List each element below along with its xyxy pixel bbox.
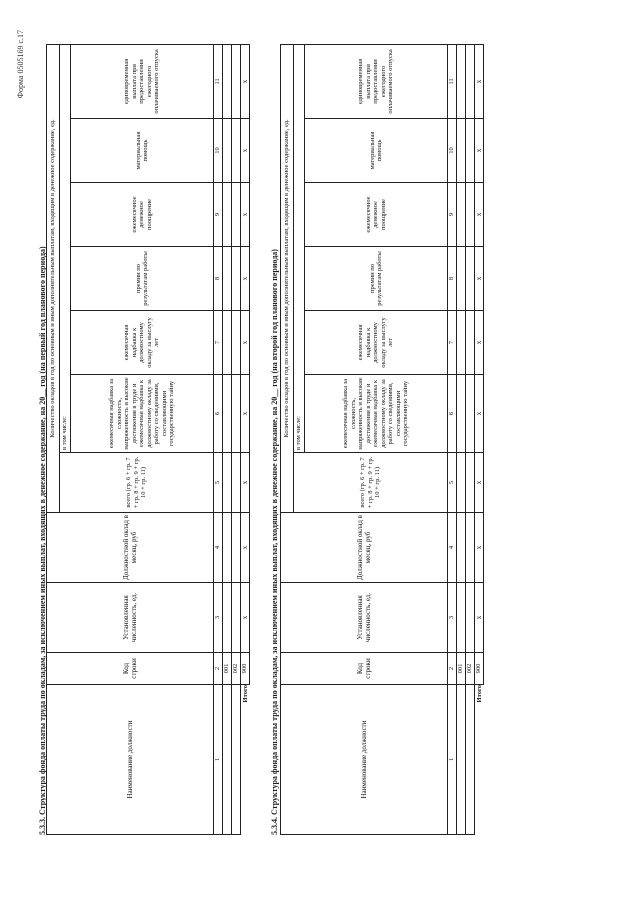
col-group-header: Количество окладов в год по основным и иным дополнительным выплатам, входящим в денежное содержание, ед. <box>47 44 60 512</box>
header-row-group <box>281 44 294 834</box>
cell[interactable] <box>457 44 466 118</box>
cell[interactable] <box>457 183 466 247</box>
total-row <box>475 44 484 834</box>
x-mark: x <box>475 453 484 513</box>
cell-code: 002 <box>232 653 241 685</box>
table-row <box>223 44 232 834</box>
colnum: 4 <box>214 513 223 583</box>
x-mark: x <box>241 183 250 247</box>
cell[interactable] <box>232 44 241 118</box>
colnum: 5 <box>214 453 223 513</box>
table-row <box>466 44 475 834</box>
col-10: материальная помощь <box>305 119 448 183</box>
col-headcount: Установленная численность, ед. <box>281 583 448 653</box>
cell[interactable] <box>232 583 241 653</box>
cell-code: 001 <box>457 653 466 685</box>
col-10: материальная помощь <box>71 119 214 183</box>
cell-position[interactable] <box>232 685 241 835</box>
colnum: 1 <box>448 685 457 835</box>
cell[interactable] <box>466 119 475 183</box>
column-number-row <box>214 44 223 834</box>
total-code: 900 <box>475 653 484 685</box>
cell[interactable] <box>457 513 466 583</box>
section-title-1: 5.3.3. Структура фонда оплаты труда по окладам, за исключением иных выплат, входящих в денежное содержание, на 20__ год (на первый год планового периода) <box>38 246 47 835</box>
cell[interactable] <box>232 375 241 453</box>
col-salary: Должностной оклад в месяц, руб <box>281 513 448 583</box>
cell[interactable] <box>232 311 241 375</box>
x-mark: x <box>241 453 250 513</box>
x-mark: x <box>241 513 250 583</box>
cell[interactable] <box>232 453 241 513</box>
colnum: 8 <box>448 247 457 311</box>
cell[interactable] <box>457 311 466 375</box>
col-group-header: Количество окладов в год по основным и иным дополнительным выплатам, входящим в денежное содержание, ед. <box>281 44 294 512</box>
form-reference: Форма 0505169 с.17 <box>16 30 25 99</box>
cell[interactable] <box>466 183 475 247</box>
table-row <box>457 44 466 834</box>
colnum: 11 <box>448 44 457 118</box>
cell[interactable] <box>457 247 466 311</box>
x-mark: x <box>475 183 484 247</box>
cell[interactable] <box>223 375 232 453</box>
colnum: 6 <box>448 375 457 453</box>
x-mark: x <box>475 375 484 453</box>
col-6: ежемесячная надбавка за сложность, напряженность и высокие достижения в труде и ежемесячная надбавка к должностному окладу за работу со сведениями, составляющими государственную тайну <box>305 375 448 453</box>
colnum: 1 <box>214 685 223 835</box>
colnum: 9 <box>214 183 223 247</box>
cell-code: 001 <box>223 653 232 685</box>
col-8: премии по результатам работы <box>71 247 214 311</box>
col-7: ежемесячная надбавка к должностному окладу за выслугу лет <box>71 311 214 375</box>
colnum: 10 <box>214 119 223 183</box>
table-row <box>232 44 241 834</box>
x-mark: x <box>475 583 484 653</box>
cell[interactable] <box>232 513 241 583</box>
cell[interactable] <box>232 183 241 247</box>
total-code: 900 <box>241 653 250 685</box>
col-7: ежемесячная надбавка к должностному окладу за выслугу лет <box>305 311 448 375</box>
cell[interactable] <box>223 119 232 183</box>
col-total: всего (гр. 6 + гр. 7 + гр. 8 + гр. 9 + гр. 10 + гр. 11) <box>294 453 448 513</box>
section-title-2: 5.3.4. Структура фонда оплаты труда по окладам, за исключением иных выплат, входящих в денежное содержание, на 20__ год (на второй год планового периода) <box>270 249 279 835</box>
total-row <box>241 44 250 834</box>
cell[interactable] <box>466 513 475 583</box>
total-label: Итого <box>475 685 483 703</box>
col-row-code: Код строки <box>281 653 448 685</box>
col-position-name: Наименование должности <box>47 685 214 835</box>
x-mark: x <box>241 583 250 653</box>
cell[interactable] <box>457 119 466 183</box>
colnum: 7 <box>448 311 457 375</box>
col-row-code: Код строки <box>47 653 214 685</box>
x-mark: x <box>241 311 250 375</box>
table-section-2 <box>280 44 484 835</box>
col-incl: в том числе: <box>60 44 71 452</box>
cell[interactable] <box>232 119 241 183</box>
cell[interactable] <box>223 247 232 311</box>
col-11: единовременная выплата при предоставлении ежегодного оплачиваемого отпуска <box>71 44 214 118</box>
col-position-name: Наименование должности <box>281 685 448 835</box>
table-section-1 <box>46 44 250 835</box>
cell[interactable] <box>466 247 475 311</box>
col-headcount: Установленная численность, ед. <box>47 583 214 653</box>
x-mark: x <box>241 44 250 118</box>
x-mark: x <box>475 311 484 375</box>
colnum: 7 <box>214 311 223 375</box>
cell[interactable] <box>223 183 232 247</box>
x-mark: x <box>475 44 484 118</box>
col-incl: в том числе: <box>294 44 305 452</box>
x-mark: x <box>475 513 484 583</box>
cell[interactable] <box>223 583 232 653</box>
cell-position[interactable] <box>466 685 475 835</box>
colnum: 6 <box>214 375 223 453</box>
cell[interactable] <box>466 44 475 118</box>
total-label: Итого <box>241 685 249 703</box>
col-9: ежемесячное денежное поощрение <box>71 183 214 247</box>
x-mark: x <box>241 247 250 311</box>
colnum: 2 <box>448 653 457 685</box>
x-mark: x <box>475 247 484 311</box>
col-6: ежемесячная надбавка за сложность, напряженность и высокие достижения в труде и ежемесячная надбавка к должностному окладу за работу со сведениями, составляющими государственную тайну <box>71 375 214 453</box>
cell[interactable] <box>223 44 232 118</box>
cell[interactable] <box>466 583 475 653</box>
colnum: 8 <box>214 247 223 311</box>
x-mark: x <box>241 375 250 453</box>
col-8: премии по результатам работы <box>305 247 448 311</box>
cell[interactable] <box>223 513 232 583</box>
colnum: 9 <box>448 183 457 247</box>
cell[interactable] <box>223 311 232 375</box>
cell[interactable] <box>457 375 466 453</box>
col-9: ежемесячное денежное поощрение <box>305 183 448 247</box>
x-mark: x <box>241 119 250 183</box>
cell[interactable] <box>223 453 232 513</box>
col-salary: Должностной оклад в месяц, руб <box>47 513 214 583</box>
colnum: 4 <box>448 513 457 583</box>
colnum: 2 <box>214 653 223 685</box>
cell[interactable] <box>232 247 241 311</box>
cell-position[interactable] <box>223 685 232 835</box>
cell-code: 002 <box>466 653 475 685</box>
colnum: 5 <box>448 453 457 513</box>
header-row-group <box>47 44 60 834</box>
cell[interactable] <box>457 453 466 513</box>
colnum: 3 <box>448 583 457 653</box>
cell[interactable] <box>466 453 475 513</box>
colnum: 11 <box>214 44 223 118</box>
colnum: 10 <box>448 119 457 183</box>
column-number-row <box>448 44 457 834</box>
x-mark: x <box>475 119 484 183</box>
col-11: единовременная выплата при предоставлении ежегодного оплачиваемого отпуска <box>305 44 448 118</box>
col-total: всего (гр. 6 + гр. 7 + гр. 8 + гр. 9 + гр. 10 + гр. 11) <box>60 453 214 513</box>
colnum: 3 <box>214 583 223 653</box>
cell[interactable] <box>457 583 466 653</box>
cell[interactable] <box>466 375 475 453</box>
cell-position[interactable] <box>457 685 466 835</box>
cell[interactable] <box>466 311 475 375</box>
